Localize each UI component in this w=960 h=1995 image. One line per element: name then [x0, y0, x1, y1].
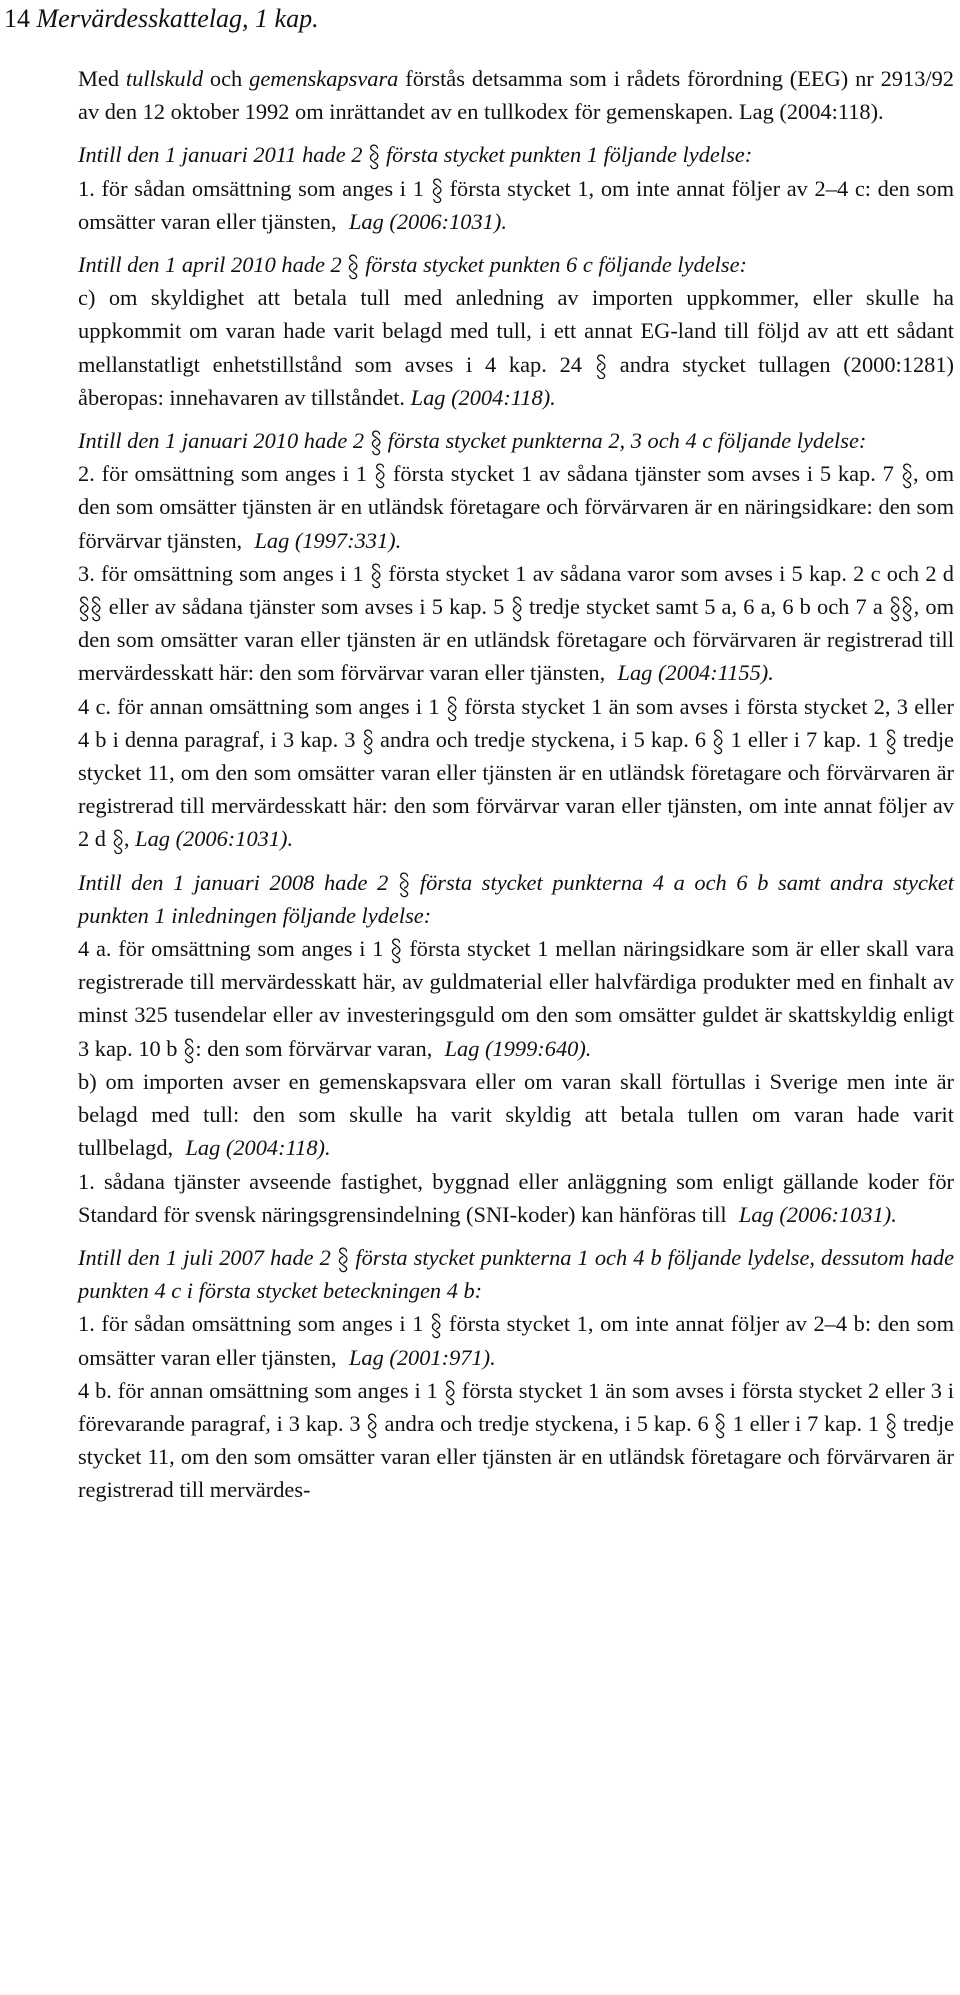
- section-sign-icon: [347, 254, 359, 280]
- law-reference: Lag (2006:1031).: [348, 208, 507, 234]
- section-sign-icon: [885, 1413, 897, 1439]
- section-sign-icon: [885, 729, 897, 755]
- section-sign-icon: [78, 596, 90, 622]
- section-sign-icon: [712, 729, 724, 755]
- transition-note-2011: Intill den 1 januari 2011 hade 2 första stycket punkten 1 följande lydelse:: [78, 138, 954, 171]
- transition-note-2010-april: Intill den 1 april 2010 hade 2 första stycket punkten 6 c följande lydelse:: [78, 248, 954, 281]
- document-body: [78, 62, 954, 1507]
- section-sign-icon: [337, 1247, 349, 1273]
- section-sign-icon: [398, 872, 410, 898]
- paragraph-point-1-2006: 1. för sådan omsättning som anges i 1 första stycket 1, om inte annat följer av 2–4 c: den som omsätter varan eller tjänsten, Lag (2006:1031).: [78, 175, 954, 234]
- paragraph-point-3: 3. för omsättning som anges i 1 första stycket 1 av sådana varor som avses i 5 kap. 2 c och 2 d eller av sådana tjänster som avses i 5 kap. 5 tredje stycket samt 5 a, 6 a, 6 b och 7 a , om den som omsätter varan eller tjänsten är en utländsk företagare och förvärvaren är registrerad till mervärdesskatt här: den som förvärvar varan eller tjänsten, Lag (2004:1155).: [78, 560, 955, 686]
- paragraph-point-c: c) om skyldighet att betala tull med anledning av importen uppkommer, eller skulle ha uppkommit om varan hade varit belagd med tull, i ett annat EG-land till följd av att ett sådant mellanstatligt enhetstillstånd som avses i 4 kap. 24 andra stycket tullagen (2000:1281) åberopas: innehavaren av tillståndet. Lag (2004:118).: [78, 285, 954, 410]
- term-gemenskapsvara: gemenskapsvara: [249, 66, 399, 91]
- paragraph-point-4a: 4 a. för omsättning som anges i 1 första stycket 1 mellan näringsidkare som är eller skall vara registrerade till mervärdesskatt här, av guldmaterial eller halvfärdiga produkter med en finhalt av minst 325 tusendelar eller av investeringsguld om den som omsätter guldet är skattskyldig enligt 3 kap. 10 b : den som förvärvar varan, Lag (1999:640).: [78, 932, 954, 1065]
- page-number: 14: [4, 4, 30, 33]
- paragraph-point-1-2001: 1. för sådan omsättning som anges i 1 första stycket 1, om inte annat följer av 2–4 b: den som omsätter varan eller tjänsten, Lag (2001:971).: [78, 1311, 954, 1370]
- law-reference: Lag (2004:1155).: [617, 660, 774, 686]
- page-header: [4, 4, 319, 34]
- section-sign-icon: [444, 1380, 456, 1406]
- paragraph-tullskuld: Med tullskuld och gemenskapsvara förstås detsamma som i rådets förordning (EEG) nr 2913/92 av den 12 oktober 1992 om inrättandet av en tullkodex för gemenskapen. Lag (2004:118).: [78, 66, 954, 125]
- paragraph-point-2: 2. för omsättning som anges i 1 första stycket 1 av sådana tjänster som avses i 5 kap. 7 , om den som omsätter tjänsten är en utländsk företagare och förvärvaren är en näringsidkare: den som förvärvar tjänsten, Lag (1997:331).: [78, 461, 954, 553]
- chapter-title: Mervärdesskattelag, 1 kap.: [36, 4, 319, 33]
- section-sign-icon: [368, 144, 380, 170]
- section-sign-icon: [370, 563, 382, 589]
- section-sign-icon: [595, 354, 607, 380]
- law-reference: Lag (1999:640).: [444, 1035, 592, 1061]
- section-sign-icon: [889, 596, 901, 622]
- section-sign-icon: [430, 1313, 442, 1339]
- law-reference: Lag (2006:1031).: [135, 826, 294, 852]
- section-sign-icon: [901, 463, 913, 489]
- section-sign-icon: [366, 1413, 378, 1439]
- transition-note-2007: Intill den 1 juli 2007 hade 2 första stycket punkterna 1 och 4 b följande lydelse, dessutom hade punkten 4 c i första stycket beteckningen 4 b:: [78, 1244, 955, 1304]
- law-reference: Lag (2001:971).: [348, 1344, 496, 1370]
- section-sign-icon: [183, 1038, 195, 1064]
- law-reference: Lag (2004:118).: [185, 1135, 331, 1161]
- section-sign-icon: [431, 178, 443, 204]
- section-sign-icon: [362, 729, 374, 755]
- paragraph-point-b: b) om importen avser en gemenskapsvara eller om varan skall förtullas i Sverige men inte är belagd med tull: den som skulle ha varit skyldig att betala tullen om varan hade varit tullbelagd, Lag (2004:118).: [78, 1068, 954, 1161]
- section-sign-icon: [714, 1413, 726, 1439]
- section-sign-icon: [511, 596, 523, 622]
- transition-note-2008: Intill den 1 januari 2008 hade 2 första stycket punkterna 4 a och 6 b samt andra stycket punkten 1 inledningen följande lydelse:: [78, 869, 954, 928]
- paragraph-services-property: 1. sådana tjänster avseende fastighet, byggnad eller anläggning som enligt gällande koder för Standard för svensk näringsgrensindelning (SNI-koder) kan hänföras till Lag (2006:1031).: [78, 1168, 954, 1227]
- law-reference: Lag (2004:118).: [410, 384, 556, 410]
- section-sign-icon: [370, 430, 382, 456]
- paragraph-point-4c: 4 c. för annan omsättning som anges i 1 första stycket 1 än som avses i första stycket 2, 3 eller 4 b i denna paragraf, i 3 kap. 3 andra och tredje styckena, i 5 kap. 6 1 eller i 7 kap. 1 tredje stycket 11, om den som omsätter varan eller tjänsten är en utländsk företagare och förvärvaren är registrerad till mervärdesskatt här: den som förvärvar varan eller tjänsten, om inte annat följer av 2 d , Lag (2006:1031).: [78, 690, 954, 856]
- transition-note-2010-january: Intill den 1 januari 2010 hade 2 första stycket punkterna 2, 3 och 4 c följande lydelse:: [78, 424, 954, 457]
- section-sign-icon: [112, 829, 124, 855]
- law-reference: Lag (1997:331).: [254, 527, 402, 553]
- section-sign-icon: [90, 596, 102, 622]
- section-sign-icon: [446, 696, 458, 722]
- law-reference: Lag (2006:1031).: [738, 1201, 897, 1227]
- paragraph-point-4b: 4 b. för annan omsättning som anges i 1 första stycket 1 än som avses i första stycket 2 eller 3 i förevarande paragraf, i 3 kap. 3 andra och tredje styckena, i 5 kap. 6 1 eller i 7 kap. 1 tredje stycket 11, om den som omsätter varan eller tjänsten är en utländsk företagare och förvärvaren är registrerad till mervärdes-: [78, 1377, 954, 1503]
- section-sign-icon: [390, 938, 402, 964]
- term-tullskuld: tullskuld: [125, 66, 204, 91]
- section-sign-icon: [901, 596, 913, 622]
- section-sign-icon: [374, 463, 386, 489]
